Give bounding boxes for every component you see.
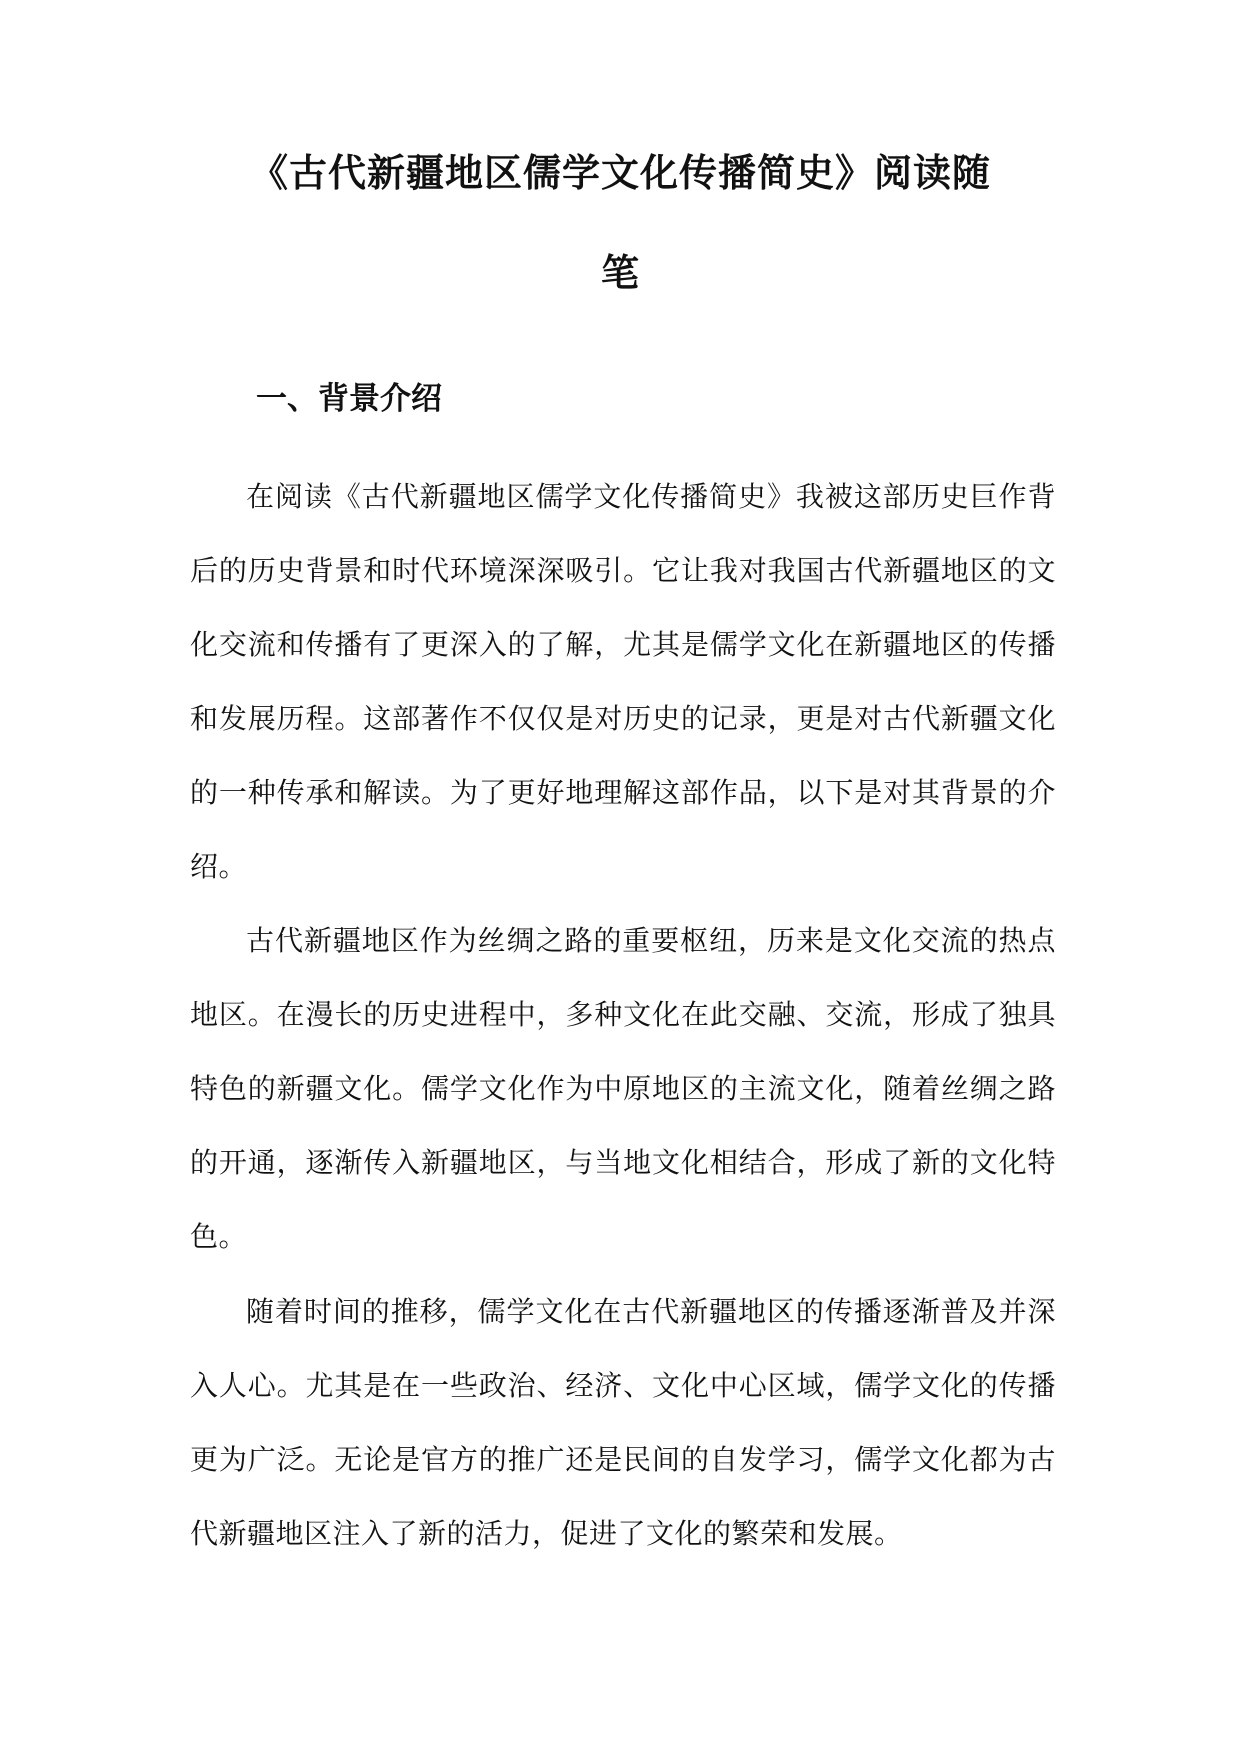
paragraph-2: 古代新疆地区作为丝绸之路的重要枢纽，历来是文化交流的热点地区。在漫长的历史进程中，多种文化在此交融、交流，形成了独具特色的新疆文化。儒学文化作为中原地区的主流文化，随着丝绸之路的开通，逐渐传入新疆地区，与当地文化相结合，形成了新的文化特色。	[190, 924, 1056, 1253]
document-title-line-1: 《古代新疆地区儒学文化传播简史》阅读随	[249, 150, 991, 195]
paragraph-3: 随着时间的推移，儒学文化在古代新疆地区的传播逐渐普及并深入人心。尤其是在一些政治、经济、文化中心区域，儒学文化的传播更为广泛。无论是官方的推广还是民间的自发学习，儒学文化都为古代新疆地区注入了新的活力，促进了文化的繁荣和发展。	[190, 1295, 1056, 1550]
section-heading-background: 一、背景介绍	[256, 381, 442, 417]
paragraph-1: 在阅读《古代新疆地区儒学文化传播简史》我被这部历史巨作背后的历史背景和时代环境深深吸引。它让我对我国古代新疆地区的文化交流和传播有了更深入的了解，尤其是儒学文化在新疆地区的传播和发展历程。这部著作不仅仅是对历史的记录，更是对古代新疆文化的一种传承和解读。为了更好地理解这部作品，以下是对其背景的介绍。	[190, 480, 1056, 883]
document-title-line-2: 笔	[600, 250, 640, 295]
